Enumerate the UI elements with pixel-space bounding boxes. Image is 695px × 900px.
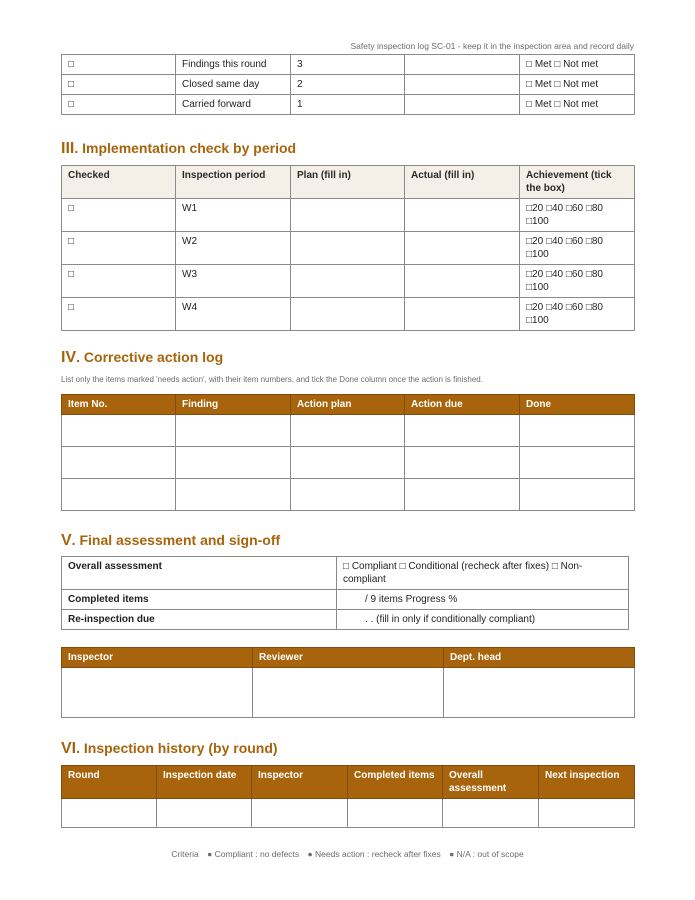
checkbox[interactable]: □ <box>62 95 176 115</box>
table-row <box>62 799 635 828</box>
checkbox[interactable]: □ <box>62 55 176 75</box>
section-5-title <box>61 532 280 550</box>
row-label: Re-inspection due <box>62 610 337 630</box>
section-number: V <box>61 532 72 549</box>
checkbox[interactable]: □ <box>62 75 176 95</box>
row-label: Completed items <box>62 590 337 610</box>
section-4-title <box>61 349 223 367</box>
empty-cell[interactable] <box>252 799 348 828</box>
section-note: List only the items marked 'needs action', with their item numbers, and tick the Done column once the action is finished. <box>61 375 483 384</box>
empty-cell[interactable] <box>62 415 176 447</box>
plan-cell[interactable] <box>291 265 405 298</box>
column-header: Item No. <box>62 395 176 415</box>
inspection-history-table <box>61 765 635 828</box>
signature-box[interactable] <box>62 668 253 718</box>
section-number: IV <box>61 349 77 366</box>
legend-item: ● Compliant : no defects <box>207 849 300 859</box>
empty-cell[interactable] <box>405 415 520 447</box>
table-header-row <box>62 766 635 799</box>
table-row <box>62 447 635 479</box>
empty-cell[interactable] <box>443 799 539 828</box>
empty-cell[interactable] <box>405 447 520 479</box>
column-header: Inspection date <box>157 766 252 799</box>
blank-cell[interactable] <box>405 75 520 95</box>
table-header-row <box>62 648 635 668</box>
empty-cell[interactable] <box>157 799 252 828</box>
table-row <box>62 415 635 447</box>
period-cell: W3 <box>176 265 291 298</box>
table-row <box>62 590 629 610</box>
empty-cell[interactable] <box>520 447 635 479</box>
column-header: Achievement (tick the box) <box>520 166 635 199</box>
empty-cell[interactable] <box>176 479 291 511</box>
row-label: Findings this round <box>176 55 291 75</box>
section-3-title <box>61 140 296 158</box>
signoff-table <box>61 647 635 718</box>
empty-cell[interactable] <box>176 447 291 479</box>
summary-table <box>61 54 635 115</box>
legend-item: ● Needs action : recheck after fixes <box>307 849 441 859</box>
row-label: Overall assessment <box>62 557 337 590</box>
checkbox[interactable]: □ <box>62 232 176 265</box>
completed-items-value[interactable]: / 9 items Progress % <box>337 590 629 610</box>
corrective-action-table <box>61 394 635 511</box>
table-row <box>62 668 635 718</box>
table-row <box>62 479 635 511</box>
checkbox[interactable]: □ <box>62 199 176 232</box>
section-number: III <box>61 140 75 157</box>
column-header: Overall assessment <box>443 766 539 799</box>
actual-cell[interactable] <box>405 232 520 265</box>
achievement-options[interactable]: □20 □40 □60 □80 □100 <box>520 232 635 265</box>
table-row <box>62 199 635 232</box>
legend-label: Criteria <box>171 849 199 859</box>
table-row <box>62 298 635 331</box>
table-header-row <box>62 395 635 415</box>
empty-cell[interactable] <box>291 447 405 479</box>
empty-cell[interactable] <box>520 415 635 447</box>
column-header: Inspector <box>252 766 348 799</box>
empty-cell[interactable] <box>348 799 443 828</box>
plan-cell[interactable] <box>291 199 405 232</box>
criteria-legend <box>0 849 695 859</box>
column-header: Action due <box>405 395 520 415</box>
empty-cell[interactable] <box>520 479 635 511</box>
header-note: Safety inspection log SC-01 - keep it in the inspection area and record daily <box>350 41 634 51</box>
achievement-options[interactable]: □20 □40 □60 □80 □100 <box>520 298 635 331</box>
checkbox[interactable]: □ <box>62 265 176 298</box>
table-row <box>62 610 629 630</box>
table-row <box>62 75 635 95</box>
achievement-options[interactable]: □20 □40 □60 □80 □100 <box>520 199 635 232</box>
final-assessment-table <box>61 556 629 630</box>
empty-cell[interactable] <box>291 479 405 511</box>
period-cell: W2 <box>176 232 291 265</box>
empty-cell[interactable] <box>62 479 176 511</box>
blank-cell[interactable] <box>405 55 520 75</box>
empty-cell[interactable] <box>176 415 291 447</box>
checkbox[interactable]: □ <box>62 298 176 331</box>
section-title-text: . Inspection history (by round) <box>76 740 278 756</box>
table-row <box>62 95 635 115</box>
column-header: Plan (fill in) <box>291 166 405 199</box>
table-row <box>62 265 635 298</box>
row-value: 1 <box>291 95 405 115</box>
plan-cell[interactable] <box>291 298 405 331</box>
table-row <box>62 557 629 590</box>
empty-cell[interactable] <box>539 799 635 828</box>
empty-cell[interactable] <box>62 447 176 479</box>
period-cell: W1 <box>176 199 291 232</box>
actual-cell[interactable] <box>405 199 520 232</box>
status-options[interactable]: □ Met □ Not met <box>520 95 635 115</box>
achievement-options[interactable]: □20 □40 □60 □80 □100 <box>520 265 635 298</box>
blank-cell[interactable] <box>405 95 520 115</box>
status-options[interactable]: □ Met □ Not met <box>520 55 635 75</box>
table-row <box>62 55 635 75</box>
column-header: Done <box>520 395 635 415</box>
section-title-text: . Final assessment and sign-off <box>71 532 281 548</box>
section-title-text: . Implementation check by period <box>74 140 297 156</box>
actual-cell[interactable] <box>405 265 520 298</box>
table-row <box>62 232 635 265</box>
section-number: VI <box>61 740 77 757</box>
signature-box[interactable] <box>253 668 444 718</box>
empty-cell[interactable] <box>291 415 405 447</box>
column-header: Finding <box>176 395 291 415</box>
reinspection-due-value[interactable]: . . (fill in only if conditionally compliant) <box>337 610 629 630</box>
column-header: Dept. head <box>444 648 635 668</box>
empty-cell[interactable] <box>405 479 520 511</box>
row-label: Closed same day <box>176 75 291 95</box>
column-header: Actual (fill in) <box>405 166 520 199</box>
column-header: Round <box>62 766 157 799</box>
table-header-row <box>62 166 635 199</box>
actual-cell[interactable] <box>405 298 520 331</box>
signature-box[interactable] <box>444 668 635 718</box>
column-header: Inspection period <box>176 166 291 199</box>
column-header: Reviewer <box>253 648 444 668</box>
column-header: Next inspection <box>539 766 635 799</box>
section-title-text: . Corrective action log <box>76 349 224 365</box>
column-header: Completed items <box>348 766 443 799</box>
legend-item: ● N/A : out of scope <box>449 849 524 859</box>
implementation-table <box>61 165 635 331</box>
row-value: 3 <box>291 55 405 75</box>
row-label: Carried forward <box>176 95 291 115</box>
plan-cell[interactable] <box>291 232 405 265</box>
empty-cell[interactable] <box>62 799 157 828</box>
row-value: 2 <box>291 75 405 95</box>
period-cell: W4 <box>176 298 291 331</box>
column-header: Inspector <box>62 648 253 668</box>
section-6-title <box>61 740 278 758</box>
column-header: Action plan <box>291 395 405 415</box>
column-header: Checked <box>62 166 176 199</box>
status-options[interactable]: □ Met □ Not met <box>520 75 635 95</box>
overall-assessment-options[interactable]: □ Compliant □ Conditional (recheck after fixes) □ Non-compliant <box>337 557 629 590</box>
